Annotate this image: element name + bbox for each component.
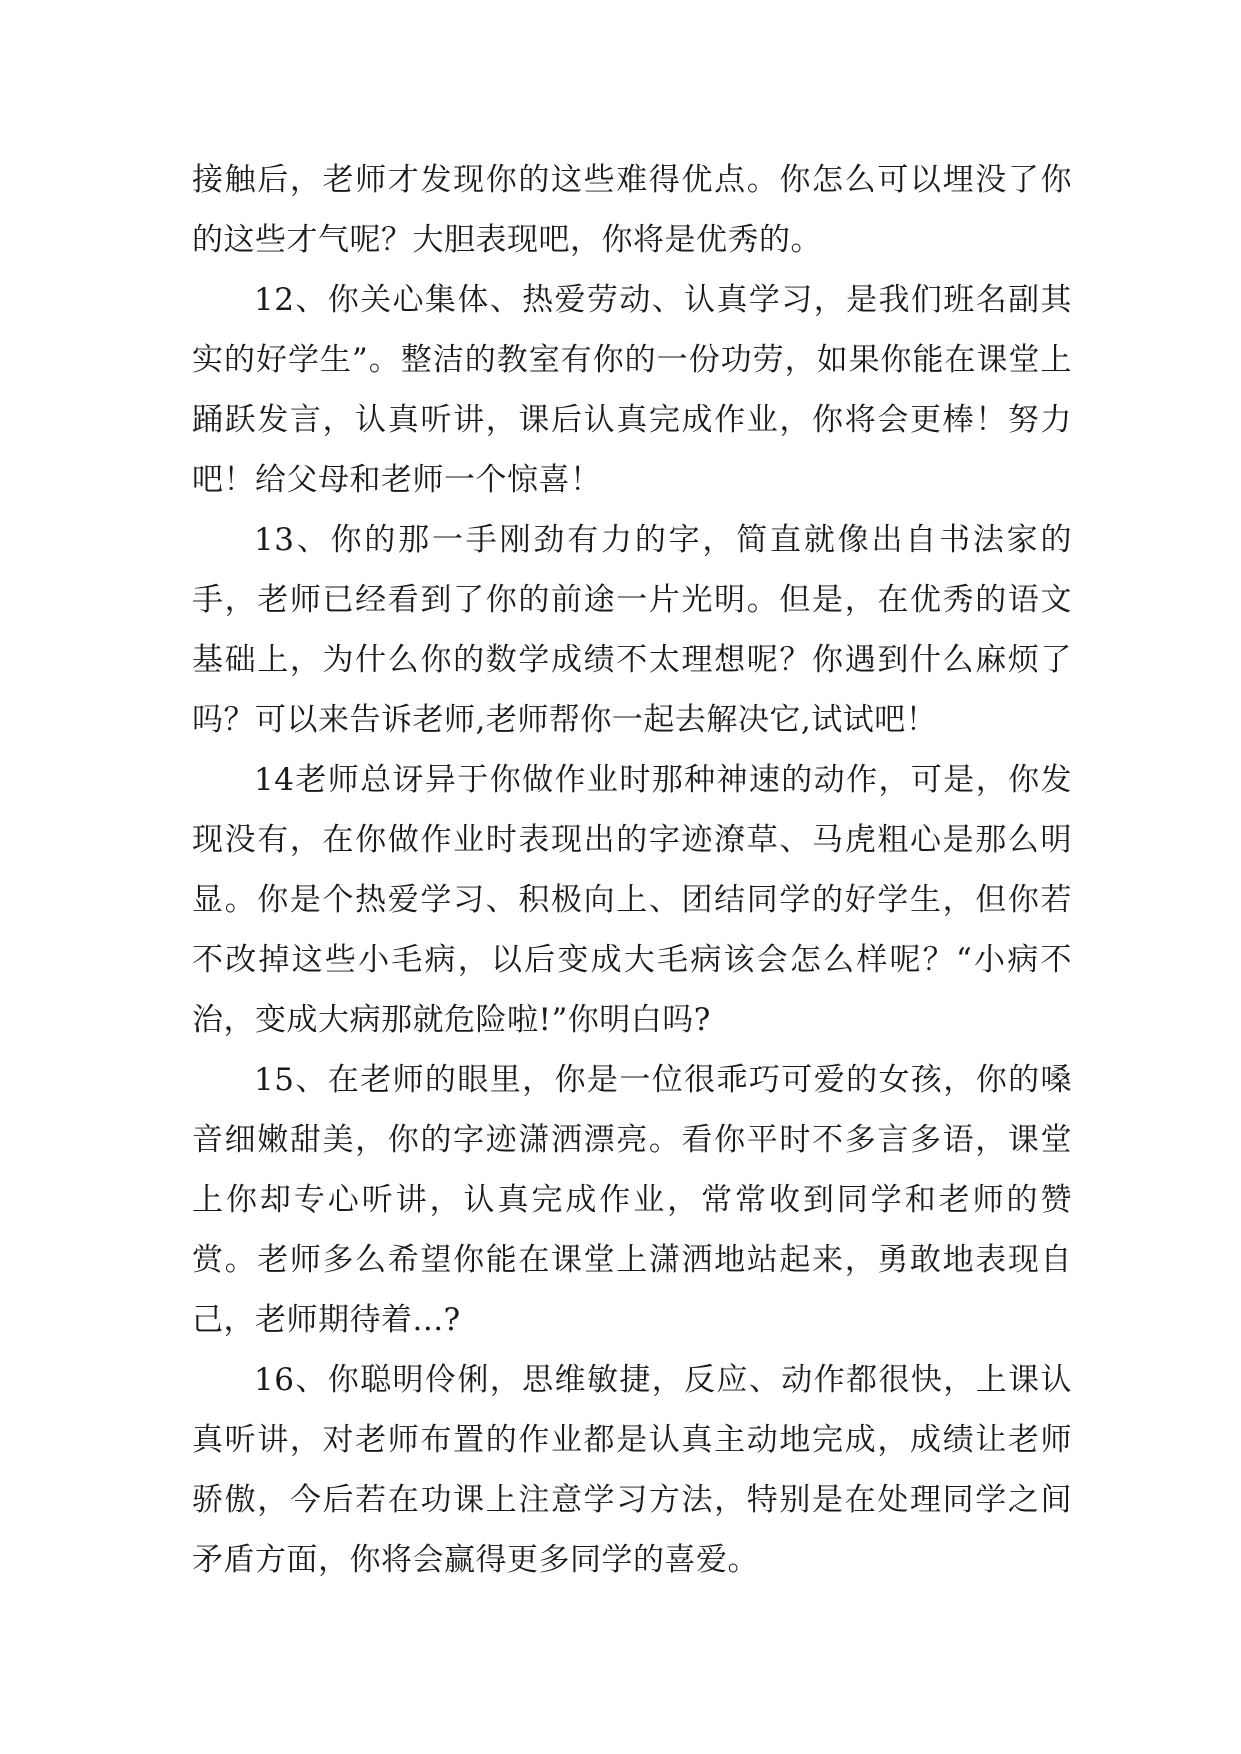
document-body	[192, 150, 1072, 1590]
paragraph-continuation: 接触后，老师才发现你的这些难得优点。你怎么可以埋没了你的这些才气呢？大胆表现吧，你将是优秀的。	[192, 162, 1072, 258]
paragraph-comment-13: 13、你的那一手刚劲有力的字，简直就像出自书法家的手，老师已经看到了你的前途一片光明。但是，在优秀的语文基础上，为什么你的数学成绩不太理想呢？你遇到什么麻烦了吗？可以来告诉老师,老师帮你一起去解决它,试试吧！	[192, 522, 1072, 738]
paragraph-comment-14: 14老师总讶异于你做作业时那种神速的动作，可是，你发现没有，在你做作业时表现出的字迹潦草、马虎粗心是那么明显。你是个热爱学习、积极向上、团结同学的好学生，但你若不改掉这些小毛病，以后变成大毛病该会怎么样呢？“小病不治，变成大病那就危险啦!”你明白吗?	[192, 762, 1072, 1038]
paragraph-comment-15: 15、在老师的眼里，你是一位很乖巧可爱的女孩，你的嗓音细嫩甜美，你的字迹潇洒漂亮。看你平时不多言多语，课堂上你却专心听讲，认真完成作业，常常收到同学和老师的赞赏。老师多么希望你能在课堂上潇洒地站起来，勇敢地表现自己，老师期待着...?	[192, 1062, 1072, 1338]
paragraph-comment-12: 12、你关心集体、热爱劳动、认真学习，是我们班名副其实的好学生”。整洁的教室有你的一份功劳，如果你能在课堂上踊跃发言，认真听讲，课后认真完成作业，你将会更棒！努力吧！给父母和老师一个惊喜！	[192, 282, 1072, 498]
paragraph-comment-16: 16、你聪明伶俐，思维敏捷，反应、动作都很快，上课认真听讲，对老师布置的作业都是认真主动地完成，成绩让老师骄傲，今后若在功课上注意学习方法，特别是在处理同学之间矛盾方面，你将会赢得更多同学的喜爱。	[192, 1362, 1072, 1578]
